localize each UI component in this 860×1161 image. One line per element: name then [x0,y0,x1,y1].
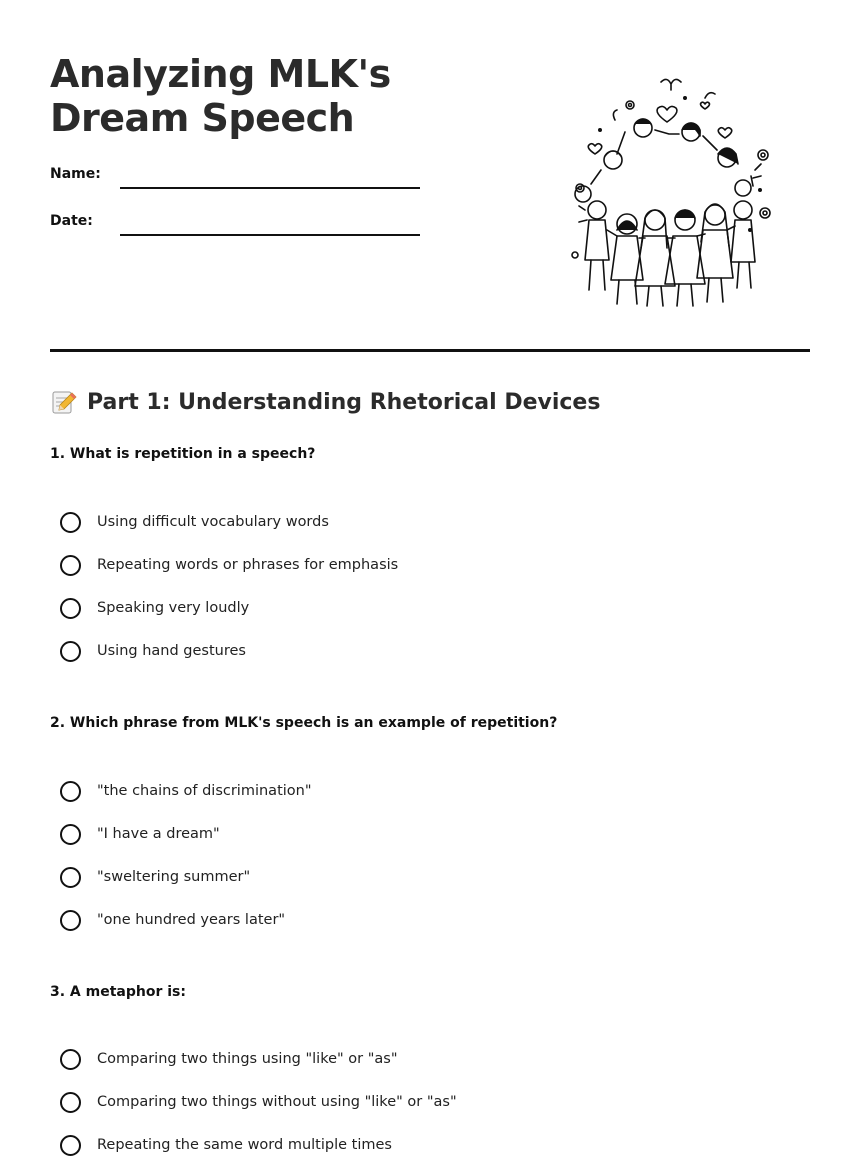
question-3-option-3[interactable] [60,1132,392,1158]
question-2-option-1[interactable] [60,778,312,804]
section-heading-text: Part 1: Understanding Rhetorical Devices [87,389,601,415]
memo-pencil-icon [50,388,78,416]
option-label: Comparing two things without using "like" or "as" [97,1094,457,1110]
radio-button[interactable] [60,867,81,888]
page-title: Analyzing MLK's Dream Speech [50,52,391,140]
header-divider [50,349,810,352]
option-label: "I have a dream" [97,826,220,842]
radio-button[interactable] [60,1135,81,1156]
radio-button[interactable] [60,512,81,533]
radio-button[interactable] [60,598,81,619]
radio-button[interactable] [60,824,81,845]
question-1-option-1[interactable] [60,509,329,535]
option-label: Using difficult vocabulary words [97,514,329,530]
radio-button[interactable] [60,641,81,662]
question-1-option-4[interactable] [60,638,246,664]
option-label: "one hundred years later" [97,912,286,928]
question-3-prompt: 3. A metaphor is: [50,984,186,1000]
question-2-option-4[interactable] [60,907,285,933]
option-label: Repeating words or phrases for emphasis [97,557,399,573]
radio-button[interactable] [60,1049,81,1070]
question-2-option-2[interactable] [60,821,220,847]
children-holding-hands-circle-icon [555,70,785,310]
option-label: Using hand gestures [97,643,246,659]
radio-button[interactable] [60,1092,81,1113]
name-label: Name: [50,166,101,182]
radio-button[interactable] [60,781,81,802]
question-3-option-2[interactable] [60,1089,457,1115]
radio-button[interactable] [60,910,81,931]
option-label: "the chains of discrimination" [97,783,312,799]
question-2-option-3[interactable] [60,864,250,890]
section-heading [50,388,600,416]
option-label: Speaking very loudly [97,600,250,616]
question-2-prompt: 2. Which phrase from MLK's speech is an example of repetition? [50,715,558,731]
date-field[interactable] [120,234,420,236]
question-1-option-2[interactable] [60,552,398,578]
option-label: Comparing two things using "like" or "as" [97,1051,398,1067]
question-1-prompt: 1. What is repetition in a speech? [50,446,316,462]
date-label: Date: [50,213,93,229]
radio-button[interactable] [60,555,81,576]
question-3-option-1[interactable] [60,1046,398,1072]
option-label: Repeating the same word multiple times [97,1137,392,1153]
question-1-option-3[interactable] [60,595,249,621]
option-label: "sweltering summer" [97,869,251,885]
name-field[interactable] [120,187,420,189]
